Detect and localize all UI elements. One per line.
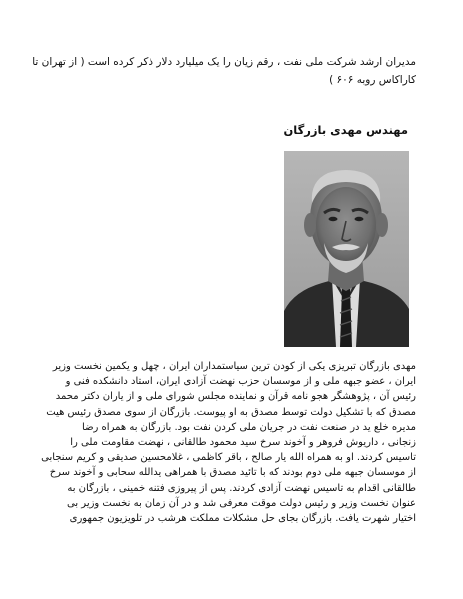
body-line: مهدی بازرگان تبریزی یکی از کودن ترین سیاستمداران ایران ، چهل و یکمین نخست وزیر	[52, 361, 416, 372]
biography-paragraph	[41, 359, 416, 526]
body-line: اختیار شهرت یافت. بازرگان بجای حل مشکلات مملکت هرشب در تلویزیون جمهوری	[69, 513, 416, 525]
body-line: مصدق که با تشکیل دولت توسط مصدق به او پیوست. بازرگان از سوی مصدق رئیس هیت	[46, 406, 416, 418]
body-line: تاسیس کردند. او به همراه الله یار صالح ، باقر کاظمی ، غلامحسین صدیقی و کریم سنجابی	[41, 452, 416, 464]
portrait-photo	[284, 151, 409, 347]
body-line: طالقانی اقدام به تاسیس نهضت آزادی کردند. پس از پیروزی فتنه خمینی ، بازرگان به	[67, 482, 416, 494]
body-line: عنوان نخست وزیر و رئیس دولت موقت معرفی شد و در آن زمان به نخست وزیر بی	[67, 497, 416, 509]
intro-line: مدیران ارشد شرکت ملی نفت ، رقم زیان را یک میلیارد دلار ذکر کرده است ( از تهران تا	[32, 56, 416, 68]
body-line: از موسسان جبهه ملی دوم بودند که با تائید مصدق با همراهی یدالله سحابی و آخوند سرخ	[49, 467, 416, 479]
body-line: مدیره خلع ید در صنعت نفت در جریان ملی کردن نفت بود. بازرگان به همراه رضا	[82, 421, 416, 433]
body-line: زنجانی ، داریوش فروهر و آخوند سرخ سید محمود طالقانی ، نهضت مقاومت ملی را	[70, 437, 416, 449]
body-line: رئیس آن ، پژوهشگر هجو نامه قرآن و نماینده مجلس شورای ملی و از یاران دکتر محمد	[55, 391, 416, 403]
portrait-image	[284, 151, 409, 347]
section-heading: مهندس مهدی بازرگان	[283, 123, 408, 137]
intro-line: کاراکاس روبه ۶۰۶ )	[329, 74, 416, 86]
intro-paragraph	[32, 53, 416, 89]
body-line: ایران ، عضو جبهه ملی و از موسسان حزب نهضت آزادی ایران، استاد دانشکده فنی و	[65, 376, 416, 388]
